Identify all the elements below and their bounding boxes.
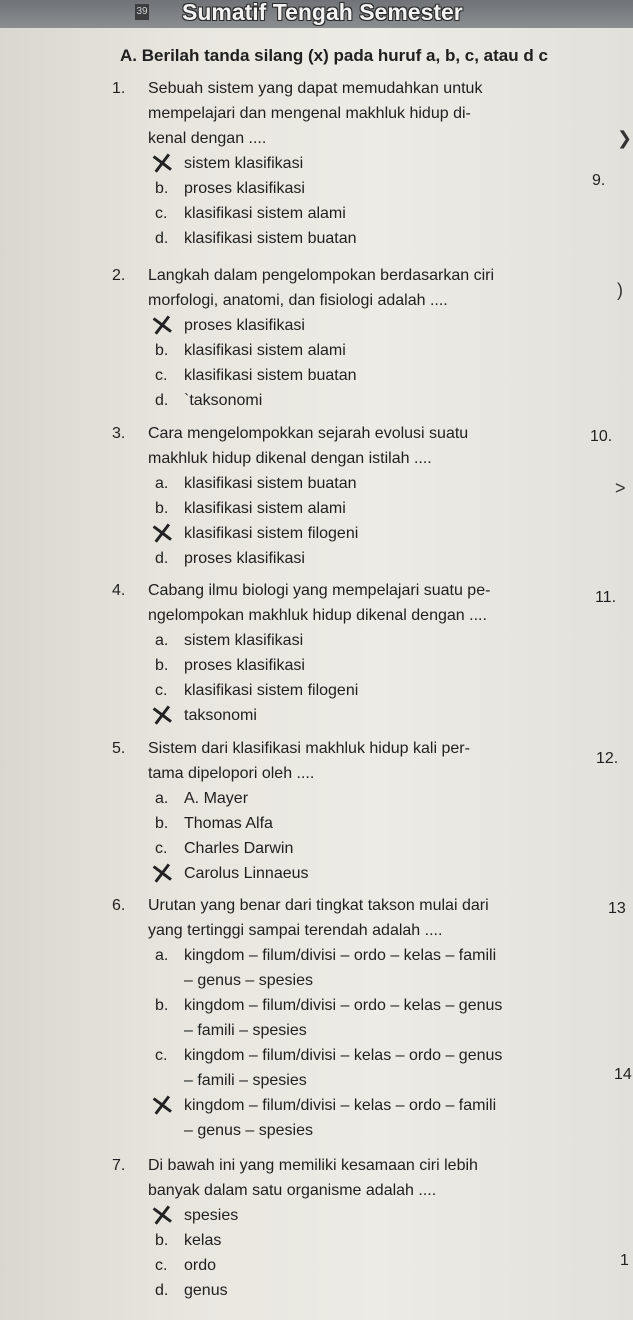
option-text: kingdom – filum/divisi – kelas – ordo – famili xyxy=(184,1097,497,1114)
option-letter: d. xyxy=(155,1282,169,1299)
right-column-number: 1 xyxy=(620,1252,629,1269)
option-text: kelas xyxy=(184,1232,222,1249)
right-column-number: 9. xyxy=(592,172,606,189)
option-text: klasifikasi sistem filogeni xyxy=(184,682,359,699)
option-text: – famili – spesies xyxy=(184,1072,307,1089)
option-text: – genus – spesies xyxy=(184,1122,313,1139)
option-text: klasifikasi sistem alami xyxy=(184,500,346,517)
question-number: 6. xyxy=(112,897,126,914)
option-text: ordo xyxy=(184,1257,217,1274)
option-text: genus xyxy=(184,1282,228,1299)
option-letter: a. xyxy=(155,475,169,492)
cross-mark-icon: ✕ xyxy=(147,307,178,346)
cross-mark-icon: ✕ xyxy=(147,855,178,894)
instruction-text: A. Berilah tanda silang (x) pada huruf a, b, c, atau d c xyxy=(120,46,548,65)
option-letter: b. xyxy=(155,997,169,1014)
option-letter: a. xyxy=(155,947,169,964)
page-number: 39 xyxy=(135,4,149,20)
option-text: kingdom – filum/divisi – ordo – kelas – genus xyxy=(184,997,503,1014)
option-letter: c. xyxy=(155,682,168,699)
right-column-number: 12. xyxy=(596,750,619,767)
right-column-number: 10. xyxy=(590,428,613,445)
question-number: 1. xyxy=(112,80,126,97)
option-letter: c. xyxy=(155,1047,168,1064)
edge-mark-icon: > xyxy=(615,478,626,498)
option-text: A. Mayer xyxy=(184,790,249,807)
question-text-line: banyak dalam satu organisme adalah .... xyxy=(148,1182,437,1199)
option-text: klasifikasi sistem alami xyxy=(184,342,346,359)
option-text: klasifikasi sistem buatan xyxy=(184,230,357,247)
option-text: proses klasifikasi xyxy=(184,550,305,567)
question-text-line: morfologi, anatomi, dan fisiologi adalah .... xyxy=(148,292,448,309)
option-letter: a. xyxy=(155,632,169,649)
question-text-line: mempelajari dan mengenal makhluk hidup di- xyxy=(148,105,471,122)
option-text: klasifikasi sistem filogeni xyxy=(184,525,359,542)
option-text: sistem klasifikasi xyxy=(184,632,304,649)
question-number: 7. xyxy=(112,1157,126,1174)
option-letter: c. xyxy=(155,367,168,384)
question-text-line: Cara mengelompokkan sejarah evolusi suatu xyxy=(148,425,469,442)
option-letter: b. xyxy=(155,500,169,517)
question-text-line: makhluk hidup dikenal dengan istilah .... xyxy=(148,450,432,467)
question-number: 2. xyxy=(112,267,126,284)
option-letter: d. xyxy=(155,392,169,409)
option-text: klasifikasi sistem buatan xyxy=(184,475,357,492)
option-text: proses klasifikasi xyxy=(184,180,305,197)
option-letter: b. xyxy=(155,815,169,832)
question-text-line: Sebuah sistem yang dapat memudahkan untuk xyxy=(148,80,483,97)
right-column-number: 11. xyxy=(595,589,617,606)
question-text-line: Urutan yang benar dari tingkat takson mulai dari xyxy=(148,897,489,914)
question-text-line: Cabang ilmu biologi yang mempelajari suatu pe- xyxy=(148,582,491,599)
option-letter: c. xyxy=(155,1257,168,1274)
option-letter: b. xyxy=(155,342,169,359)
option-text: – famili – spesies xyxy=(184,1022,307,1039)
option-text: proses klasifikasi xyxy=(184,317,305,334)
question-number: 5. xyxy=(112,740,126,757)
option-text: `taksonomi xyxy=(184,392,263,409)
cross-mark-icon: ✕ xyxy=(147,145,178,184)
option-text: proses klasifikasi xyxy=(184,657,305,674)
option-letter: b. xyxy=(155,1232,169,1249)
option-text: spesies xyxy=(184,1207,239,1224)
option-text: klasifikasi sistem buatan xyxy=(184,367,357,384)
header-band xyxy=(0,0,633,28)
question-number: 4. xyxy=(112,582,126,599)
option-text: kingdom – filum/divisi – ordo – kelas – famili xyxy=(184,947,497,964)
option-text: kingdom – filum/divisi – kelas – ordo – genus xyxy=(184,1047,503,1064)
option-text: taksonomi xyxy=(184,707,257,724)
option-text: klasifikasi sistem alami xyxy=(184,205,346,222)
option-letter: b. xyxy=(155,180,169,197)
option-text: – genus – spesies xyxy=(184,972,313,989)
option-letter: d. xyxy=(155,550,169,567)
option-letter: b. xyxy=(155,657,169,674)
edge-mark-icon: ) xyxy=(617,280,623,300)
edge-mark-icon: ❯ xyxy=(617,128,633,148)
cross-mark-icon: ✕ xyxy=(147,697,178,736)
question-text-line: Langkah dalam pengelompokan berdasarkan ciri xyxy=(148,267,494,284)
question-text-line: ngelompokan makhluk hidup dikenal dengan .... xyxy=(148,607,487,624)
option-letter: c. xyxy=(155,205,168,222)
option-letter: d. xyxy=(155,230,169,247)
option-text: Carolus Linnaeus xyxy=(184,865,309,882)
right-column-number: 14 xyxy=(614,1066,632,1083)
question-text-line: Sistem dari klasifikasi makhluk hidup kali per- xyxy=(148,740,470,757)
question-text-line: yang tertinggi sampai terendah adalah .... xyxy=(148,922,443,939)
option-letter: c. xyxy=(155,840,168,857)
cross-mark-icon: ✕ xyxy=(147,515,178,554)
cross-mark-icon: ✕ xyxy=(147,1087,178,1126)
option-text: Thomas Alfa xyxy=(184,815,273,832)
option-text: Charles Darwin xyxy=(184,840,294,857)
question-text-line: kenal dengan .... xyxy=(148,130,267,147)
question-number: 3. xyxy=(112,425,126,442)
question-text-line: Di bawah ini yang memiliki kesamaan ciri lebih xyxy=(148,1157,478,1174)
option-text: sistem klasifikasi xyxy=(184,155,304,172)
cross-mark-icon: ✕ xyxy=(147,1197,178,1236)
option-letter: a. xyxy=(155,790,169,807)
question-text-line: tama dipelopori oleh .... xyxy=(148,765,315,782)
page-title: Sumatif Tengah Semester xyxy=(182,0,463,25)
right-column-number: 13 xyxy=(608,900,626,917)
